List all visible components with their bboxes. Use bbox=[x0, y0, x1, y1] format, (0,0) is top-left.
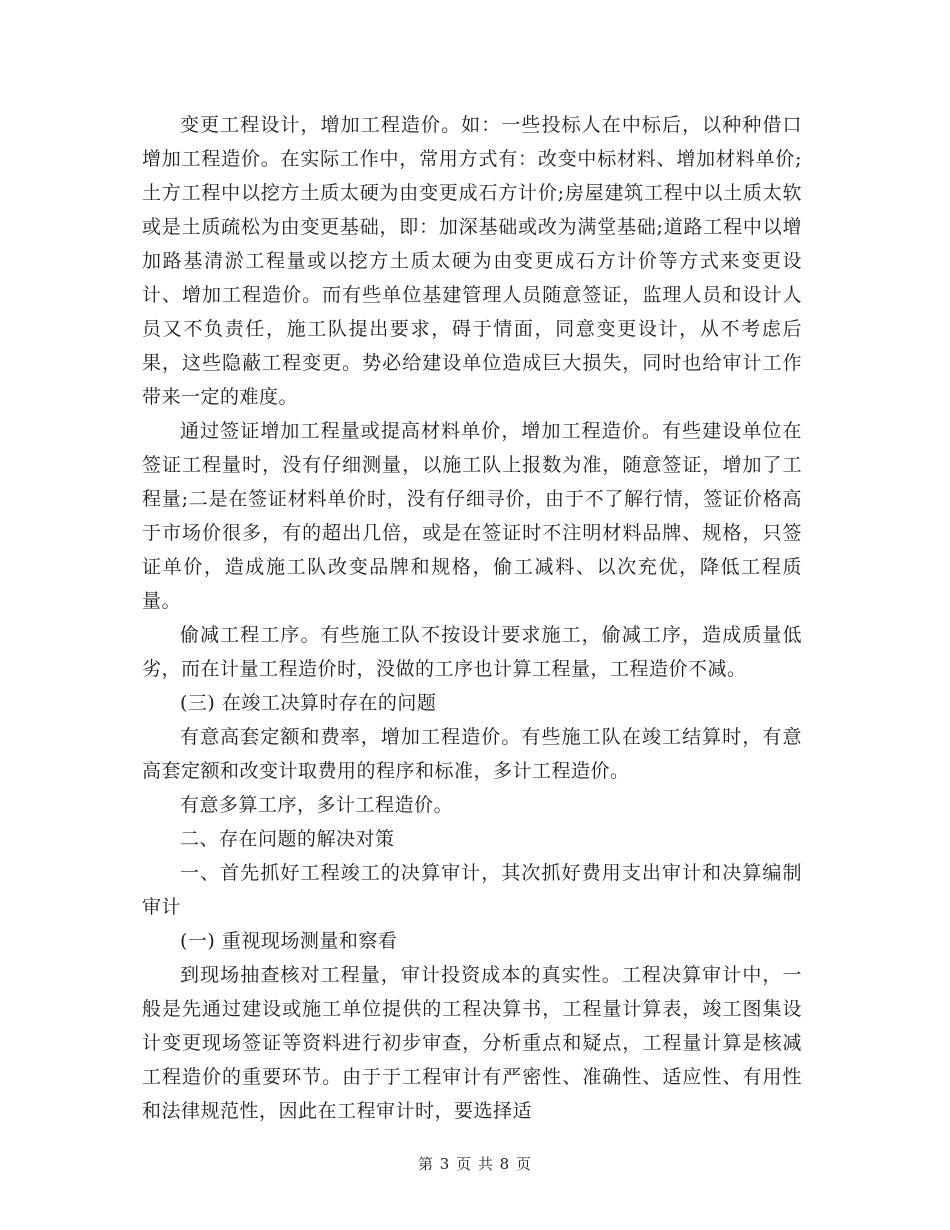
section-heading-site-survey: (一) 重视现场测量和察看 bbox=[180, 930, 398, 952]
paragraph-extra-process: 有意多算工序，多计工程造价。 bbox=[180, 794, 454, 816]
section-heading-completion-problems: (三) 在竣工决算时存在的问题 bbox=[180, 692, 437, 714]
paragraph-quota-inflation: 有意高套定额和费率，增加工程造价。有些施工队在竣工结算时，有意高套定额和改变计取费用的程序和标准，多计工程造价。 bbox=[142, 726, 802, 782]
paragraph-site-check: 到现场抽查核对工程量，审计投资成本的真实性。工程决算审计中，一般是先通过建设或施工单位提供的工程决算书，工程量计算表，竣工图集设计变更现场签证等资料进行初步审查，分析重点和疑点，工程量计算是核减工程造价的重要环节。由于于工程审计有严密性、准确性、适应性、有用性和法律规范性，因此在工程审计时，要选择适 bbox=[142, 964, 802, 1122]
section-heading-solutions: 二、存在问题的解决对策 bbox=[180, 828, 395, 850]
paragraph-audit-priority: 一、首先抓好工程竣工的决算审计，其次抓好费用支出审计和决算编制审计 bbox=[142, 862, 802, 918]
paragraph-design-change: 变更工程设计，增加工程造价。如：一些投标人在中标后，以种种借口增加工程造价。在实际工作中，常用方式有：改变中标材料、增加材料单价;土方工程中以挖方土质太硬为由变更成石方计价;房屋建筑工程中以土质太软或是土质疏松为由变更基础，即：加深基础或改为满堂基础;道路工程中以增加路基清淤工程量或以挖方土质太硬为由变更成石方计价等方式来变更设计、增加工程造价。而有些单位基建管理人员随意签证，监理人员和设计人员又不负责任，施工队提出要求，碍于情面，同意变更设计，从不考虑后果，这些隐蔽工程变更。势必给建设单位造成巨大损失，同时也给审计工作带来一定的难度。 bbox=[142, 114, 802, 408]
paragraph-visa-increase: 通过签证增加工程量或提高材料单价，增加工程造价。有些建设单位在签证工程量时，没有仔细测量，以施工队上报数为准，随意签证，增加了工程量;二是在签证材料单价时，没有仔细寻价，由于不了解行情，签证价格高于市场价很多，有的超出几倍，或是在签证时不注明材料品牌、规格，只签证单价，造成施工队改变品牌和规格，偷工减料、以次充优，降低工程质量。 bbox=[142, 420, 802, 612]
page-footer: 第 3 页 共 8 页 bbox=[418, 1155, 532, 1173]
document-body bbox=[142, 108, 802, 1128]
paragraph-process-reduction: 偷减工程工序。有些施工队不按设计要求施工，偷减工序，造成质量低劣，而在计量工程造价时，没做的工序也计算工程量，工程造价不减。 bbox=[142, 624, 802, 680]
